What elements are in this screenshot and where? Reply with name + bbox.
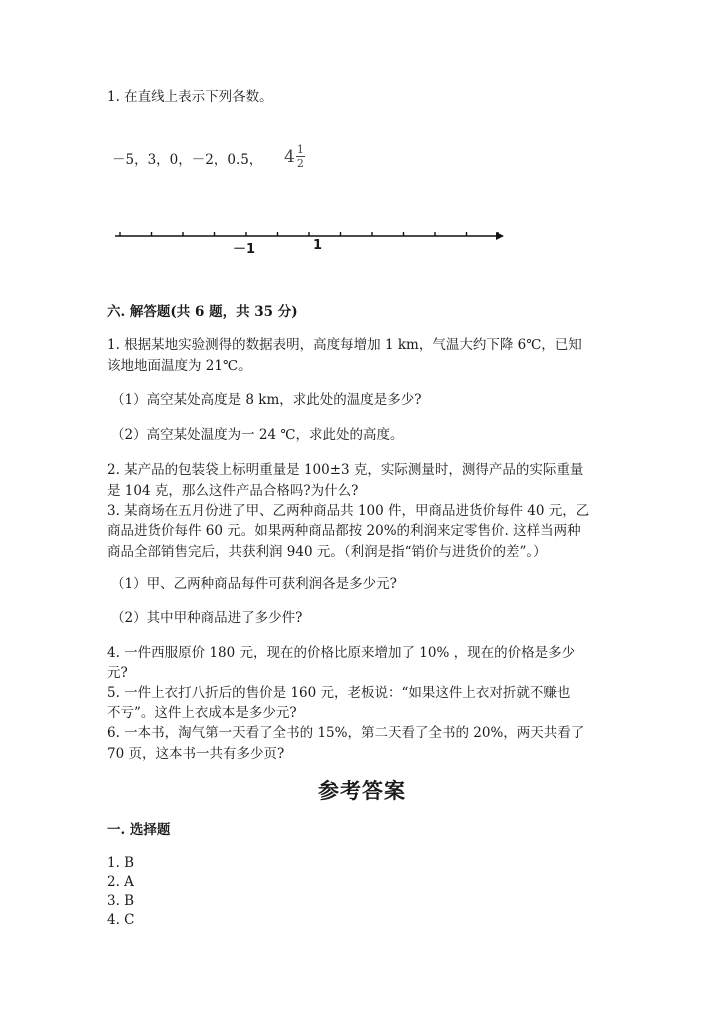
q1-line1: 1. 根据某地实验测得的数据表明，高度每增加 1 km，气温大约下降 6℃，已知 <box>107 337 582 353</box>
tick-label-neg1: －1 <box>233 242 256 257</box>
q6-line2: 70 页，这本书一共有多少页? <box>107 746 285 762</box>
q1-line2: 该地地面温度为 21℃。 <box>107 358 252 374</box>
q3-line2: 商品进货价每件 60 元。如果两种商品都按 20%的利润来定零售价. 这样当两种 <box>107 523 581 539</box>
mixed-fraction <box>284 144 305 169</box>
answer-item: 3. B <box>107 893 135 909</box>
q6-line1: 6. 一本书，淘气第一天看了全书的 15%，第二天看了全书的 20%，两天共看了 <box>107 725 585 741</box>
numberline-numbers: －5，3，0，－2，0.5， <box>112 152 263 168</box>
answer-item: 2. A <box>107 874 134 890</box>
q3-line3: 商品全部销售完后，共获利润 940 元。（利润是指“销价与进货价的差”。） <box>107 544 547 560</box>
numberline-question-title: 1. 在直线上表示下列各数。 <box>107 89 273 105</box>
mixed-fraction-denominator: 2 <box>296 157 304 170</box>
q1-sub2: （2）高空某处温度为一 24 ℃，求此处的高度。 <box>111 427 404 443</box>
q4-line1: 4. 一件西服原价 180 元，现在的价格比原来增加了 10% ，现在的价格是多少 <box>107 645 576 661</box>
q5-line2: 不亏”。这件上衣成本是多少元? <box>107 705 297 721</box>
q3-sub1: （1）甲、乙两种商品每件可获利润各是多少元? <box>111 576 397 592</box>
mixed-fraction-numerator: 1 <box>296 143 304 156</box>
number-line <box>110 224 510 248</box>
answers-section1-heading: 一. 选择题 <box>107 822 171 838</box>
q3-line1: 3. 某商场在五月份进了甲、乙两种商品共 100 件，甲商品进货价每件 40 元，乙 <box>107 503 590 519</box>
tick-label-1: 1 <box>313 238 323 253</box>
number-line-arrow <box>496 232 504 240</box>
answer-item: 4. C <box>107 912 135 928</box>
q2-line1: 2. 某产品的包装袋上标明重量是 100±3 克，实际测量时，测得产品的实际重量 <box>107 462 584 478</box>
q2-line2: 是 104 克，那么这件产品合格吗?为什么? <box>107 483 359 499</box>
q1-sub1: （1）高空某处高度是 8 km，求此处的温度是多少? <box>111 392 422 408</box>
answers-title: 参考答案 <box>318 778 406 803</box>
answer-item: 1. B <box>107 855 135 871</box>
q4-line2: 元? <box>107 665 128 681</box>
mixed-fraction-whole: 4 <box>284 146 295 167</box>
q5-line1: 5. 一件上衣打八折后的售价是 160 元，老板说：“如果这件上衣对折就不赚也 <box>107 685 571 701</box>
section6-heading: 六. 解答题(共 6 题，共 35 分) <box>107 304 298 320</box>
q3-sub2: （2）其中甲种商品进了多少件? <box>111 610 303 626</box>
